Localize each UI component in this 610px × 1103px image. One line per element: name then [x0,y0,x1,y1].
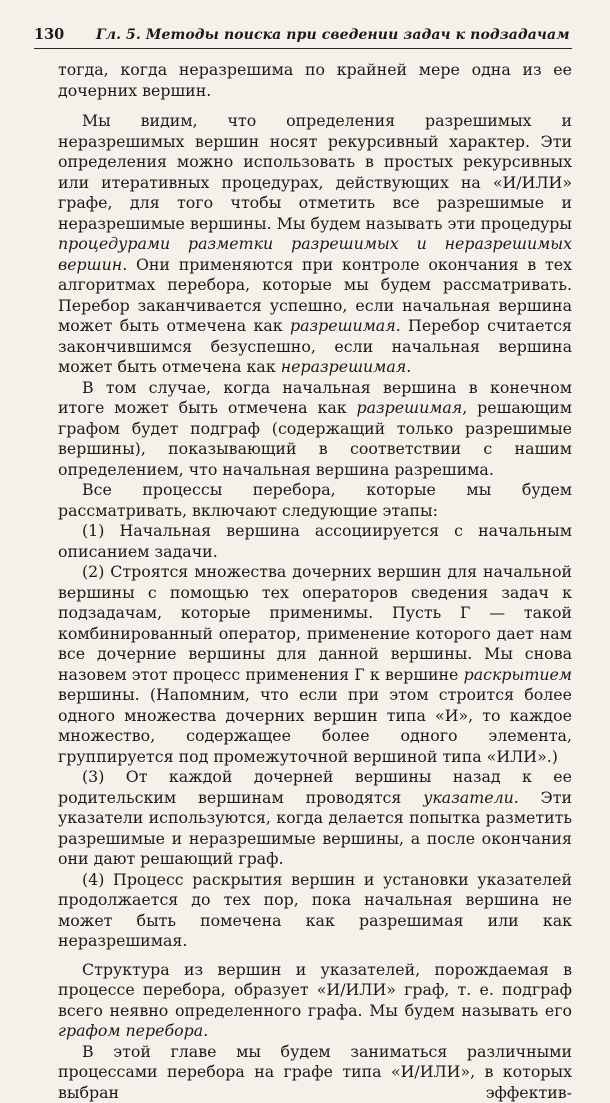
page-body [58,60,572,1103]
list-item-4: (4) Процесс раскрытия вершин и установки указателей продолжается до тех пор, пока начальная вершина не может быть помечена как разрешимая или как неразрешимая. [58,870,572,952]
paragraph-definitions: Мы видим, что определения разрешимых и неразрешимых вершин носят рекурсивный характер. Эти определения можно использовать в простых рекурсивных или итеративных процедурах, действующих на «И/ИЛИ» графе, для того чтобы отметить все разрешимые и неразрешимые вершины. Мы будем называть эти процедуры процедурами разметки разрешимых и неразрешимых вершин. Они применяются при контроле окончания в тех алгоритмах перебора, которые мы будем рассматривать. Перебор заканчивается успешно, если начальная вершина может быть отмечена как разрешимая. Перебор считается закончившимся безуспешно, если начальная вершина может быть отмечена как неразрешимая. [58,111,572,378]
paragraph-search-graph: Структура из вершин и указателей, порождаемая в процессе перебора, образует «И/ИЛИ» граф, т. е. подграф всего неявно определенного графа. Мы будем называть его графом перебора. [58,960,572,1042]
term-solvable: разрешимая [290,316,396,335]
page-number: 130 [34,26,96,43]
term-solvable: разрешимая [357,398,463,417]
running-title: Гл. 5. Методы поиска при сведении задач к подзадачам [96,27,570,43]
page-header [34,26,572,49]
list-item-3: (3) От каждой дочерней вершины назад к ее родительским вершинам проводятся указатели. Эти указатели используются, когда делается попытка разметить разрешимые и неразрешимые вершины, а после окончания они дают решающий граф. [58,767,572,870]
term-unsolvable: неразрешимая [281,357,406,376]
paragraph-stages-intro: Все процессы перебора, которые мы будем рассматривать, включают следующие этапы: [58,480,572,521]
term-search-graph: графом перебора [58,1021,203,1040]
term-pointers: указатели [423,788,514,807]
term-expansion: раскрытием [464,665,572,684]
term-marking-procedures: процедурами разметки разрешимых и неразрешимых вершин [58,234,572,274]
paragraph-chapter-intro: В этой главе мы будем заниматься различными процессами перебора на графе типа «И/ИЛИ», в которых выбран эффектив- [58,1042,572,1103]
list-item-2: (2) Строятся множества дочерних вершин для начальной вершины с помощью тех операторов сведения задач к подзадачам, которые применимы. Пусть Г — такой комбинированный оператор, применение которого дает нам все дочерние вершины для данной вершины. Мы снова назовем этот процесс применения Г к вершине раскрытием вершины. (Напомним, что если при этом строится более одного множества дочерних вершин типа «И», то каждое множество, содержащее более одного элемента, группируется под промежуточной вершиной типа «ИЛИ».) [58,562,572,767]
list-item-1: (1) Начальная вершина ассоциируется с начальным описанием задачи. [58,521,572,562]
paragraph-solution-graph: В том случае, когда начальная вершина в конечном итоге может быть отмечена как разрешимая, решающим графом будет подграф (содержащий только разрешимые вершины), показывающий в соответствии с нашим определением, что начальная вершина разрешима. [58,378,572,481]
paragraph-continuation: тогда, когда неразрешима по крайней мере одна из ее дочерних вершин. [58,60,572,101]
